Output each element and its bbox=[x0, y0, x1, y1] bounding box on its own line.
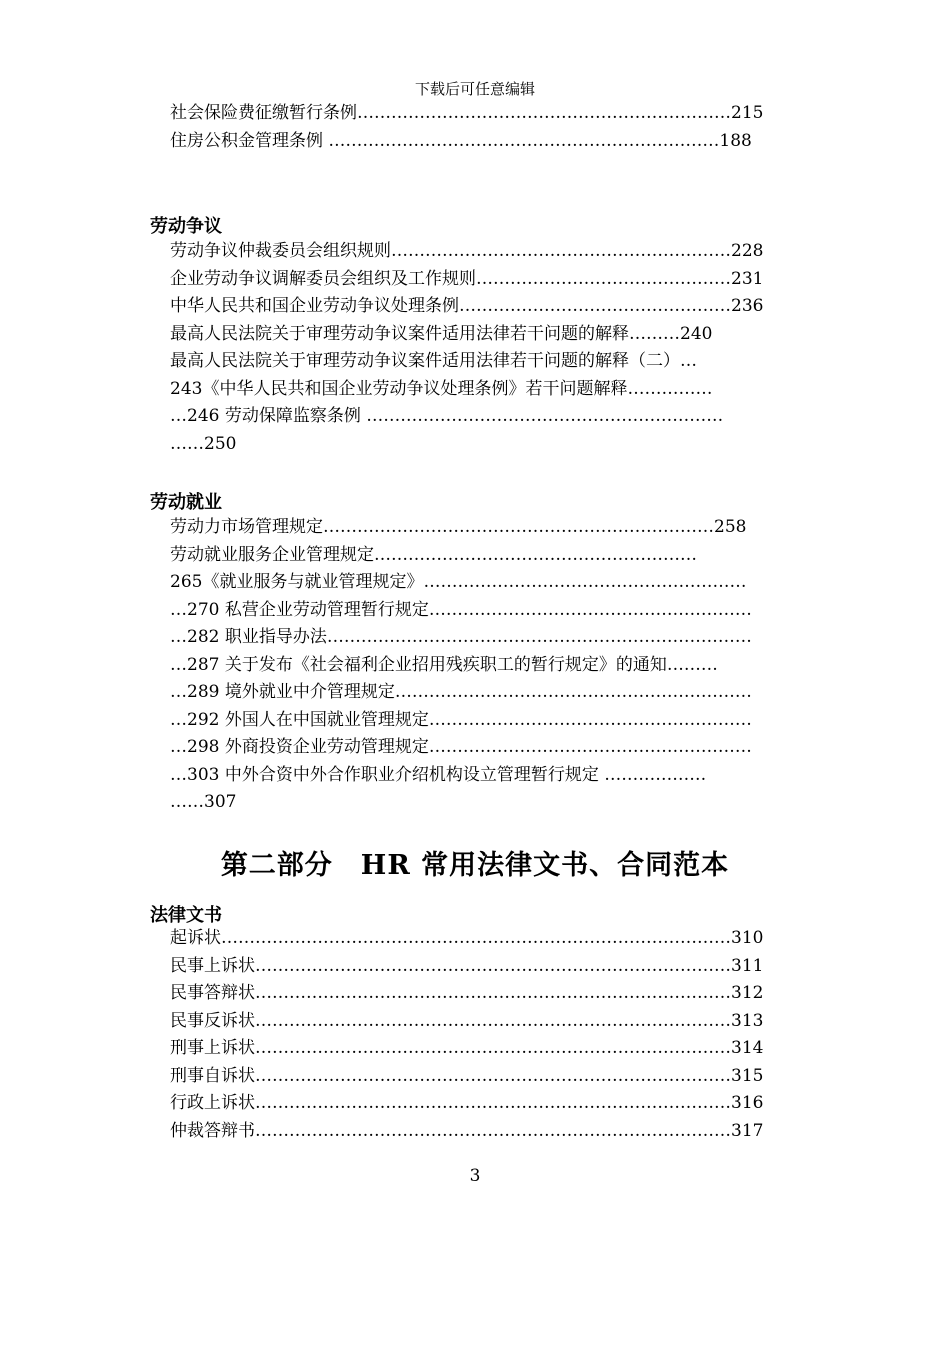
toc-line: 社会保险费征缴暂行条例…………………………………………………………215 bbox=[170, 103, 764, 123]
toc-line: 仲裁答辩书…………………………………………………………………………317 bbox=[170, 1121, 764, 1141]
part-title: 第二部分 HR 常用法律文书、合同范本 bbox=[220, 850, 730, 881]
section-heading-dispute: 劳动争议 bbox=[150, 216, 222, 237]
toc-line: …292 外国人在中国就业管理规定………………………………………………… bbox=[170, 710, 752, 730]
toc-line: ……250 bbox=[170, 434, 237, 454]
toc-line: 起诉状………………………………………………………………………………310 bbox=[170, 928, 764, 948]
page-number: 3 bbox=[469, 1166, 481, 1186]
toc-line: 最高人民法院关于审理劳动争议案件适用法律若干问题的解释………240 bbox=[170, 324, 713, 344]
toc-line: 最高人民法院关于审理劳动争议案件适用法律若干问题的解释（二）… bbox=[170, 351, 697, 371]
section-heading-employment: 劳动就业 bbox=[150, 492, 222, 513]
toc-line: 民事上诉状…………………………………………………………………………311 bbox=[170, 956, 764, 976]
toc-line: 劳动力市场管理规定……………………………………………………………258 bbox=[170, 517, 747, 537]
toc-line: 住房公积金管理条例 ……………………………………………………………188 bbox=[170, 131, 752, 151]
toc-line: …246 劳动保障监察条例 ……………………………………………………… bbox=[170, 406, 724, 426]
page-header: 下载后可任意编辑 bbox=[414, 80, 535, 98]
toc-line: …282 职业指导办法………………………………………………………………… bbox=[170, 627, 752, 647]
toc-line: …298 外商投资企业劳动管理规定………………………………………………… bbox=[170, 737, 752, 757]
toc-line: 中华人民共和国企业劳动争议处理条例…………………………………………236 bbox=[170, 296, 764, 316]
toc-line: 265《就业服务与就业管理规定》………………………………………………… bbox=[170, 572, 747, 592]
toc-line: 行政上诉状…………………………………………………………………………316 bbox=[170, 1093, 764, 1113]
toc-line: 民事反诉状…………………………………………………………………………313 bbox=[170, 1011, 764, 1031]
toc-line: 劳动争议仲裁委员会组织规则……………………………………………………228 bbox=[170, 241, 764, 261]
toc-line: …287 关于发布《社会福利企业招用残疾职工的暂行规定》的通知……… bbox=[170, 655, 718, 675]
toc-line: …270 私营企业劳动管理暂行规定………………………………………………… bbox=[170, 600, 752, 620]
toc-line: ……307 bbox=[170, 792, 237, 812]
toc-line: …303 中外合资中外合作职业介绍机构设立管理暂行规定 ……………… bbox=[170, 765, 707, 785]
toc-line: 劳动就业服务企业管理规定………………………………………………… bbox=[170, 545, 697, 565]
toc-line: 民事答辩状…………………………………………………………………………312 bbox=[170, 983, 764, 1003]
toc-line: …289 境外就业中介管理规定……………………………………………………… bbox=[170, 682, 752, 702]
toc-line: 刑事上诉状…………………………………………………………………………314 bbox=[170, 1038, 764, 1058]
section-heading-legal: 法律文书 bbox=[150, 905, 222, 926]
toc-line: 刑事自诉状…………………………………………………………………………315 bbox=[170, 1066, 764, 1086]
toc-line: 企业劳动争议调解委员会组织及工作规则………………………………………231 bbox=[170, 269, 764, 289]
toc-line: 243《中华人民共和国企业劳动争议处理条例》若干问题解释…………… bbox=[170, 379, 713, 399]
